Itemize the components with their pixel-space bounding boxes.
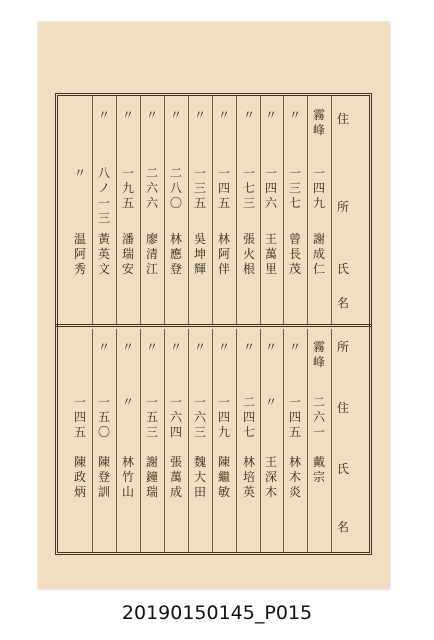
number-cell: 一四五: [73, 395, 86, 439]
number-cell: 〃: [121, 395, 134, 409]
number-cell: 一九五: [121, 166, 134, 210]
number-cell: 二四七: [242, 395, 255, 439]
number-cell: 一三七: [288, 166, 301, 210]
name-cell: 陳登訓: [97, 455, 110, 499]
header-cell: 名: [336, 296, 349, 310]
name-cell: 謝鐘瑞: [145, 455, 158, 499]
number-cell: 二六六: [145, 166, 158, 210]
column-rule: [164, 96, 165, 324]
number-cell: 二六一: [312, 395, 325, 439]
name-cell: 潘瑞安: [121, 232, 134, 276]
column-rule: [331, 96, 332, 324]
number-cell: 一四九: [312, 166, 325, 210]
column-rule: [116, 329, 117, 552]
address-cell: 〃: [264, 108, 277, 122]
column-rule: [188, 329, 189, 552]
address-cell: 〃: [288, 108, 301, 122]
number-cell: 一六四: [169, 395, 182, 439]
address-cell: 〃: [97, 108, 110, 122]
number-cell: 一五〇: [97, 395, 110, 439]
number-cell: 二八〇: [169, 166, 182, 210]
address-cell: 〃: [217, 108, 230, 122]
name-cell: 林竹山: [121, 455, 134, 499]
address-cell: 〃: [242, 340, 255, 354]
name-cell: 廖清江: [145, 232, 158, 276]
address-cell: 〃: [242, 108, 255, 122]
number-cell: 一七三: [242, 166, 255, 210]
name-cell: 謝成仁: [312, 232, 325, 276]
column-rule: [236, 96, 237, 324]
name-cell: 曾長茂: [288, 232, 301, 276]
name-cell: 張萬成: [169, 455, 182, 499]
address-cell: 霧峰: [312, 340, 325, 369]
column-rule: [307, 329, 308, 552]
name-cell: 林培英: [242, 455, 255, 499]
column-rule: [116, 96, 117, 324]
column-rule: [164, 329, 165, 552]
name-cell: 林阿伴: [217, 232, 230, 276]
header-cell: 住: [336, 401, 349, 415]
number-cell: 一四九: [217, 395, 230, 439]
column-rule: [212, 96, 213, 324]
name-cell: 吳坤輝: [193, 232, 206, 276]
column-rule: [307, 96, 308, 324]
block-divider: [55, 324, 372, 329]
address-cell: 〃: [169, 108, 182, 122]
address-cell: 〃: [145, 340, 158, 354]
header-cell: 名: [336, 520, 349, 534]
column-rule: [236, 329, 237, 552]
number-cell: 八ノ一三: [97, 166, 110, 225]
name-cell: 林應登: [169, 232, 182, 276]
header-cell: 所: [336, 340, 349, 354]
name-cell: 王深木: [264, 455, 277, 499]
column-rule: [260, 329, 261, 552]
name-cell: 陳政炳: [73, 455, 86, 499]
address-cell: 〃: [121, 108, 134, 122]
image-caption: 20190150145_P015: [121, 602, 313, 624]
number-cell: 一六三: [193, 395, 206, 439]
name-cell: 温阿秀: [73, 232, 86, 276]
column-rule: [140, 96, 141, 324]
column-rule: [188, 96, 189, 324]
address-cell: 〃: [288, 340, 301, 354]
name-cell: 戴宗: [312, 455, 325, 484]
address-cell: 〃: [193, 108, 206, 122]
number-cell: 〃: [264, 395, 277, 409]
number-cell: 一四六: [264, 166, 277, 210]
number-cell: 一三五: [193, 166, 206, 210]
address-cell: 〃: [217, 340, 230, 354]
header-cell: 氏: [336, 462, 349, 476]
address-cell: 〃: [169, 340, 182, 354]
column-rule: [283, 96, 284, 324]
column-rule: [283, 329, 284, 552]
number-cell: 一五三: [145, 395, 158, 439]
address-cell: 〃: [145, 108, 158, 122]
name-cell: 林木炎: [288, 455, 301, 499]
header-cell: 所: [336, 200, 349, 214]
column-rule: [140, 329, 141, 552]
address-cell: 〃: [193, 340, 206, 354]
column-rule: [212, 329, 213, 552]
address-cell: 〃: [121, 340, 134, 354]
name-cell: 黃英文: [97, 232, 110, 276]
column-rule: [331, 329, 332, 552]
address-cell: 〃: [264, 340, 277, 354]
name-cell: 魏大田: [193, 455, 206, 499]
address-cell: 〃: [97, 340, 110, 354]
header-cell: 氏: [336, 262, 349, 276]
address-cell: 霧峰: [312, 108, 325, 137]
name-cell: 陳繼敏: [217, 455, 230, 499]
number-cell: 〃: [73, 166, 86, 180]
number-cell: 一四五: [288, 395, 301, 439]
name-cell: 張火根: [242, 232, 255, 276]
column-rule: [92, 96, 93, 324]
column-rule: [92, 329, 93, 552]
number-cell: 一四五: [217, 166, 230, 210]
header-cell: 住: [336, 112, 349, 126]
name-cell: 王萬里: [264, 232, 277, 276]
